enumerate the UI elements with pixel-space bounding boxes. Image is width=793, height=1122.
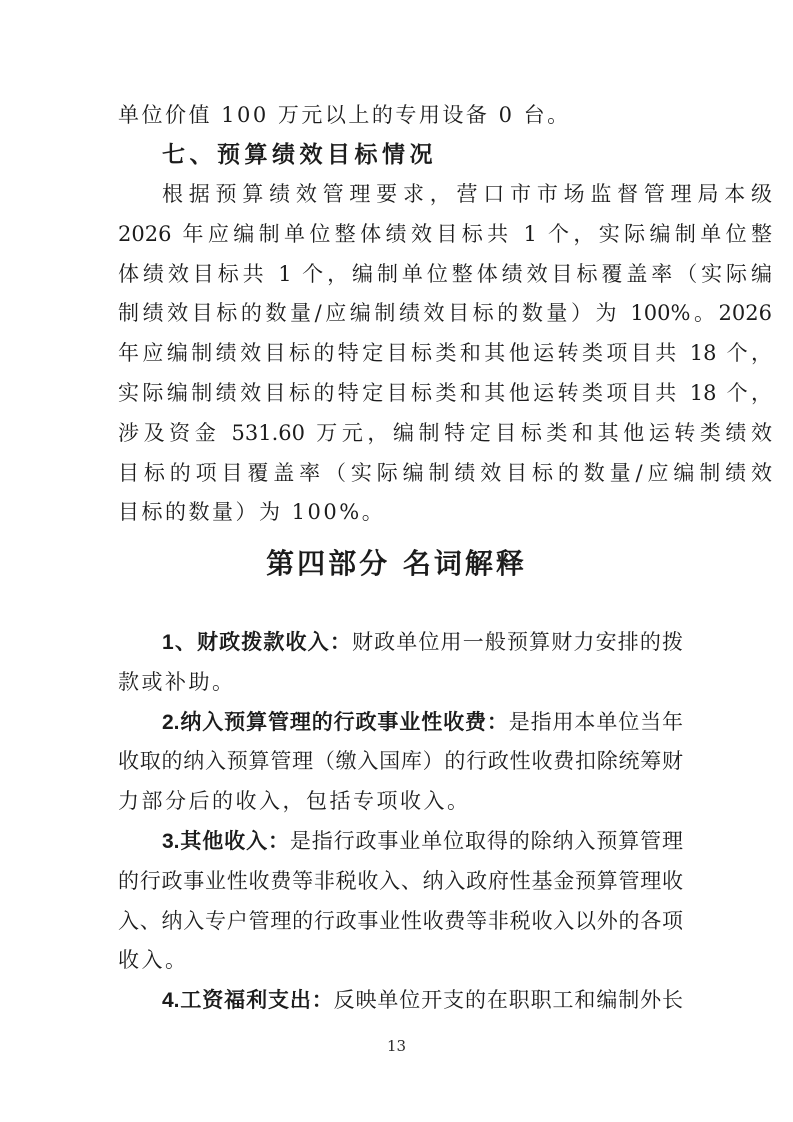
text-line: 入、纳入专户管理的行政事业性收费等非税收入以外的各项 [118, 908, 683, 933]
text-line: 涉及资金 531.60 万元，编制特定目标类和其他运转类绩效 [118, 420, 772, 445]
intro-line: 单位价值 100 万元以上的专用设备 0 台。 [118, 103, 571, 127]
definition-term: 1、财政拨款收入： [162, 631, 352, 654]
text-line: 体绩效目标共 1 个，编制单位整体绩效目标覆盖率（实际编 [118, 261, 772, 286]
section-heading: 七、预算绩效目标情况 [162, 141, 437, 167]
text-line: 力部分后的收入，包括专项收入。 [118, 789, 471, 814]
part-title: 第四部分 名词解释 [266, 547, 527, 580]
definition-term: 2.纳入预算管理的行政事业性收费： [162, 710, 509, 734]
text-line: 根据预算绩效管理要求，营口市市场监督管理局本级 [162, 182, 772, 206]
text-line: 款或补助。 [118, 669, 236, 694]
text-line: 3.其他收入：是指行政事业单位取得的除纳入预算管理 [162, 828, 683, 853]
section7-paragraph [118, 175, 772, 533]
definition-term: 3.其他收入： [162, 829, 290, 853]
text-line: 2.纳入预算管理的行政事业性收费：是指用本单位当年 [162, 709, 683, 734]
text-line: 4.工资福利支出：反映单位开支的在职职工和编制外长 [162, 988, 683, 1013]
text-line: 收入。 [118, 948, 189, 973]
definition-term: 4.工资福利支出： [162, 989, 334, 1013]
text-line: 1、财政拨款收入：财政单位用一般预算财力安排的拨 [162, 630, 683, 654]
text-line: 实际编制绩效目标的特定目标类和其他运转类项目共 18 个， [118, 380, 772, 405]
text-line: 2026 年应编制单位整体绩效目标共 1 个，实际编制单位整 [118, 221, 772, 246]
definitions-section [118, 623, 683, 1021]
text-line: 目标的项目覆盖率（实际编制绩效目标的数量/应编制绩效 [118, 460, 772, 485]
page-number: 13 [386, 1037, 407, 1055]
text-line: 的行政事业性收费等非税收入、纳入政府性基金预算管理收 [118, 868, 683, 893]
text-line: 年应编制绩效目标的特定目标类和其他运转类项目共 18 个， [118, 341, 772, 366]
text-line: 目标的数量）为 100%。 [118, 500, 386, 525]
text-line: 收取的纳入预算管理（缴入国库）的行政性收费扣除统筹财 [118, 749, 683, 774]
text-line: 制绩效目标的数量/应编制绩效目标的数量）为 100%。2026 [118, 301, 772, 326]
